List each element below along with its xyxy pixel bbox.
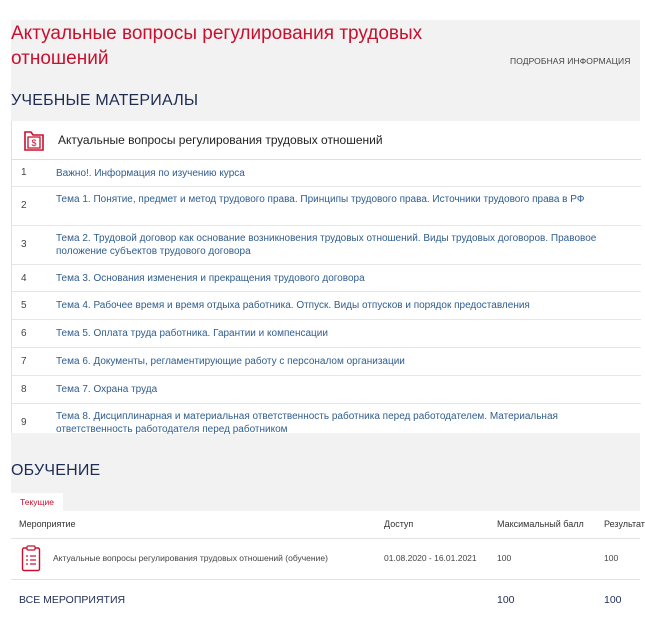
material-number: 6 — [21, 328, 27, 339]
material-link[interactable]: Тема 1. Понятие, предмет и метод трудового права. Принципы трудового права. Источники трудового права в РФ — [56, 194, 585, 205]
tab-current[interactable]: Текущие — [11, 493, 63, 511]
materials-header[interactable] — [12, 121, 641, 160]
details-link[interactable]: ПОДРОБНАЯ ИНФОРМАЦИЯ — [510, 56, 631, 66]
material-link[interactable]: Тема 3. Основания изменения и прекращения трудового договора — [56, 273, 365, 284]
training-heading: ОБУЧЕНИЕ — [11, 462, 101, 479]
all-events-label[interactable]: ВСЕ МЕРОПРИЯТИЯ — [19, 594, 126, 606]
column-event: Мероприятие — [19, 519, 76, 529]
material-link[interactable]: Тема 5. Оплата труда работника. Гарантии и компенсации — [56, 328, 328, 339]
materials-course-title: Актуальные вопросы регулирования трудовых отношений — [58, 133, 383, 147]
materials-heading: УЧЕБНЫЕ МАТЕРИАЛЫ — [11, 92, 199, 109]
events-table — [11, 511, 645, 632]
material-number: 2 — [21, 200, 27, 211]
material-link[interactable]: Тема 7. Охрана труда — [56, 384, 158, 395]
material-number: 9 — [21, 417, 27, 428]
material-link[interactable]: Тема 4. Рабочее время и время отдыха работника. Отпуск. Виды отпусков и порядок предоставления — [56, 300, 530, 311]
event-row[interactable] — [11, 538, 640, 580]
material-link[interactable]: Тема 8. Дисциплинарная и материальная ответственность работника перед работодателем. Материальная ответственность работодателя перед работником — [56, 411, 558, 435]
material-item[interactable] — [12, 187, 641, 226]
material-item[interactable] — [12, 265, 641, 292]
material-link[interactable]: Тема 6. Документы, регламентирующие работу с персоналом организации — [56, 356, 405, 367]
material-number: 5 — [21, 300, 27, 311]
material-item[interactable] — [12, 376, 641, 404]
document-icon — [21, 545, 41, 572]
material-item[interactable] — [12, 292, 641, 320]
column-access: Доступ — [384, 519, 414, 529]
material-item[interactable] — [12, 404, 641, 444]
material-number: 7 — [21, 356, 27, 367]
event-access: 01.08.2020 - 16.01.2021 — [384, 553, 477, 563]
material-item[interactable] — [12, 226, 641, 265]
total-result: 100 — [604, 594, 622, 606]
material-number: 1 — [21, 167, 27, 178]
material-number: 8 — [21, 384, 27, 395]
event-name-link[interactable]: Актуальные вопросы регулирования трудовых отношений (обучение) — [53, 553, 328, 563]
event-max-score: 100 — [497, 553, 512, 563]
svg-text:$: $ — [31, 138, 37, 148]
material-number: 4 — [21, 273, 27, 284]
column-max-score: Максимальный балл — [497, 519, 584, 529]
material-item[interactable] — [12, 320, 641, 348]
total-max-score: 100 — [497, 594, 515, 606]
folder-icon — [23, 128, 45, 152]
event-result: 100 — [604, 553, 619, 563]
material-number: 3 — [21, 239, 27, 250]
course-title: Актуальные вопросы регулирования трудовых отношений — [11, 23, 423, 69]
material-item[interactable] — [12, 160, 641, 187]
material-item[interactable] — [12, 348, 641, 376]
material-link[interactable]: Важно!. Информация по изучению курса — [56, 168, 245, 179]
material-link[interactable]: Тема 2. Трудовой договор как основание возникновения трудовых отношений. Виды трудовых договоров. Правовое положение субъектов трудового договора — [56, 233, 597, 257]
materials-card — [11, 121, 641, 433]
total-row — [11, 580, 640, 620]
column-result: Результат — [604, 519, 645, 529]
